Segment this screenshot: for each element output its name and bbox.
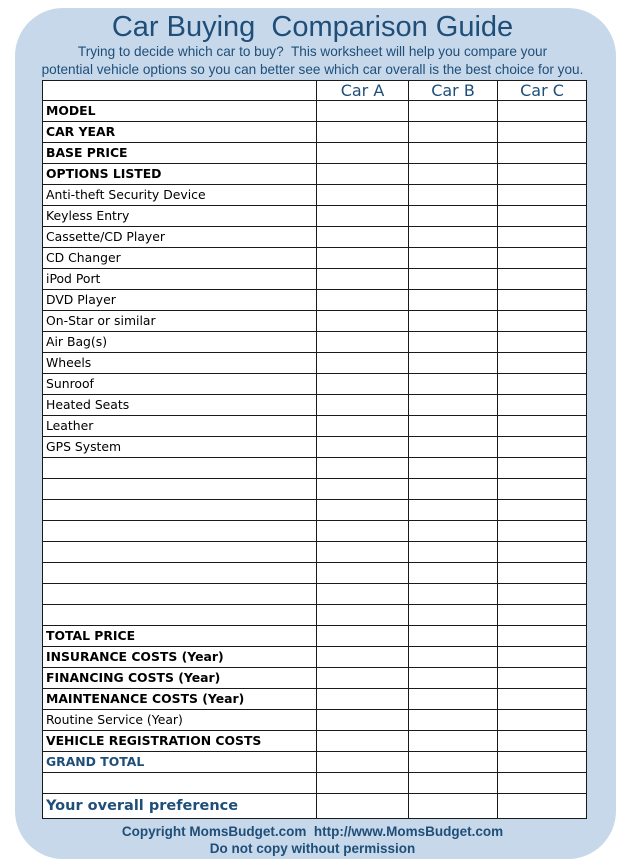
row-label-car-year: CAR YEAR xyxy=(43,122,317,143)
page-title: Car Buying Comparison Guide xyxy=(111,11,514,43)
value-cell-car-a[interactable] xyxy=(317,374,409,395)
value-cell-car-b[interactable] xyxy=(409,521,498,542)
row-label-dvd-player: DVD Player xyxy=(43,290,317,311)
value-cell-car-b[interactable] xyxy=(409,311,498,332)
value-cell-car-b[interactable] xyxy=(409,500,498,521)
value-cell-car-b[interactable] xyxy=(409,542,498,563)
value-cell-car-b[interactable] xyxy=(409,437,498,458)
table-row xyxy=(43,206,587,227)
value-cell-car-b[interactable] xyxy=(409,332,498,353)
table-row xyxy=(43,311,587,332)
row-label-wheels: Wheels xyxy=(43,353,317,374)
value-cell-car-a[interactable] xyxy=(317,395,409,416)
row-label-sunroof: Sunroof xyxy=(43,374,317,395)
value-cell-car-b[interactable] xyxy=(409,164,498,185)
value-cell-car-a[interactable] xyxy=(317,605,409,626)
table-row xyxy=(43,521,587,542)
value-cell-car-a[interactable] xyxy=(317,710,409,731)
value-cell-car-a[interactable] xyxy=(317,458,409,479)
table-row xyxy=(43,605,587,626)
value-cell-car-b[interactable] xyxy=(409,122,498,143)
value-cell-car-c[interactable] xyxy=(498,752,587,773)
value-cell-car-b[interactable] xyxy=(409,101,498,122)
row-label-blank xyxy=(43,458,317,479)
value-cell-car-a[interactable] xyxy=(317,689,409,710)
table-row xyxy=(43,122,587,143)
value-cell-car-c[interactable] xyxy=(498,605,587,626)
row-label-on-star-or-similar: On-Star or similar xyxy=(43,311,317,332)
value-cell-car-a[interactable] xyxy=(317,437,409,458)
value-cell-car-a[interactable] xyxy=(317,311,409,332)
value-cell-car-c[interactable] xyxy=(498,122,587,143)
value-cell-car-a[interactable] xyxy=(317,563,409,584)
value-cell-car-b[interactable] xyxy=(409,773,498,794)
value-cell-car-a[interactable] xyxy=(317,521,409,542)
value-cell-car-b[interactable] xyxy=(409,479,498,500)
value-cell-car-c[interactable] xyxy=(498,395,587,416)
value-cell-car-c[interactable] xyxy=(498,794,587,819)
row-label-heated-seats: Heated Seats xyxy=(43,395,317,416)
row-label-options-listed: OPTIONS LISTED xyxy=(43,164,317,185)
value-cell-car-c[interactable] xyxy=(498,353,587,374)
table-row xyxy=(43,626,587,647)
value-cell-car-c[interactable] xyxy=(498,416,587,437)
value-cell-car-c[interactable] xyxy=(498,290,587,311)
value-cell-car-c[interactable] xyxy=(498,542,587,563)
value-cell-car-c[interactable] xyxy=(498,437,587,458)
row-label-blank xyxy=(43,479,317,500)
value-cell-car-b[interactable] xyxy=(409,185,498,206)
table-row xyxy=(43,416,587,437)
value-cell-car-a[interactable] xyxy=(317,647,409,668)
subtitle-line-1: Trying to decide which car to buy? This worksheet will help you compare your xyxy=(77,44,548,59)
row-label-ipod-port: iPod Port xyxy=(43,269,317,290)
row-label-blank xyxy=(43,500,317,521)
column-header-car-a: Car A xyxy=(317,81,409,101)
value-cell-car-a[interactable] xyxy=(317,353,409,374)
value-cell-car-c[interactable] xyxy=(498,500,587,521)
table-row xyxy=(43,353,587,374)
value-cell-car-c[interactable] xyxy=(498,269,587,290)
value-cell-car-c[interactable] xyxy=(498,374,587,395)
value-cell-car-c[interactable] xyxy=(498,164,587,185)
value-cell-car-a[interactable] xyxy=(317,101,409,122)
row-label-financing-costs-year: FINANCING COSTS (Year) xyxy=(43,668,317,689)
value-cell-car-a[interactable] xyxy=(317,584,409,605)
table-row xyxy=(43,773,587,794)
row-label-blank xyxy=(43,605,317,626)
row-label-blank xyxy=(43,542,317,563)
value-cell-car-b[interactable] xyxy=(409,563,498,584)
comparison-table xyxy=(42,80,587,819)
value-cell-car-a[interactable] xyxy=(317,248,409,269)
row-label-cassette-cd-player: Cassette/CD Player xyxy=(43,227,317,248)
row-label-base-price: BASE PRICE xyxy=(43,143,317,164)
value-cell-car-a[interactable] xyxy=(317,143,409,164)
header-label-cell xyxy=(43,81,317,101)
value-cell-car-a[interactable] xyxy=(317,773,409,794)
value-cell-car-b[interactable] xyxy=(409,248,498,269)
table-row xyxy=(43,710,587,731)
value-cell-car-b[interactable] xyxy=(409,605,498,626)
table-row xyxy=(43,563,587,584)
value-cell-car-b[interactable] xyxy=(409,626,498,647)
table-row xyxy=(43,647,587,668)
table-row xyxy=(43,794,587,819)
value-cell-car-a[interactable] xyxy=(317,626,409,647)
table-row xyxy=(43,227,587,248)
table-row xyxy=(43,185,587,206)
value-cell-car-c[interactable] xyxy=(498,311,587,332)
row-label-total-price: TOTAL PRICE xyxy=(43,626,317,647)
subtitle-line-2: potential vehicle options so you can better see which car overall is the best choice for you. xyxy=(41,62,584,77)
value-cell-car-a[interactable] xyxy=(317,416,409,437)
value-cell-car-c[interactable] xyxy=(498,332,587,353)
value-cell-car-c[interactable] xyxy=(498,185,587,206)
value-cell-car-a[interactable] xyxy=(317,122,409,143)
table-row xyxy=(43,500,587,521)
row-label-blank xyxy=(43,584,317,605)
value-cell-car-a[interactable] xyxy=(317,500,409,521)
table-row xyxy=(43,752,587,773)
table-row xyxy=(43,374,587,395)
table-row xyxy=(43,731,587,752)
value-cell-car-b[interactable] xyxy=(409,710,498,731)
value-cell-car-b[interactable] xyxy=(409,290,498,311)
value-cell-car-b[interactable] xyxy=(409,374,498,395)
value-cell-car-a[interactable] xyxy=(317,227,409,248)
value-cell-car-a[interactable] xyxy=(317,731,409,752)
row-label-vehicle-registration-costs: VEHICLE REGISTRATION COSTS xyxy=(43,731,317,752)
value-cell-car-c[interactable] xyxy=(498,668,587,689)
value-cell-car-b[interactable] xyxy=(409,206,498,227)
value-cell-car-c[interactable] xyxy=(498,773,587,794)
value-cell-car-a[interactable] xyxy=(317,794,409,819)
row-label-routine-service-year: Routine Service (Year) xyxy=(43,710,317,731)
value-cell-car-c[interactable] xyxy=(498,101,587,122)
value-cell-car-b[interactable] xyxy=(409,143,498,164)
value-cell-car-b[interactable] xyxy=(409,395,498,416)
row-label-air-bag-s: Air Bag(s) xyxy=(43,332,317,353)
value-cell-car-b[interactable] xyxy=(409,227,498,248)
column-header-car-b: Car B xyxy=(409,81,498,101)
value-cell-car-a[interactable] xyxy=(317,290,409,311)
row-label-keyless-entry: Keyless Entry xyxy=(43,206,317,227)
row-label-maintenance-costs-year: MAINTENANCE COSTS (Year) xyxy=(43,689,317,710)
value-cell-car-a[interactable] xyxy=(317,752,409,773)
row-label-model: MODEL xyxy=(43,101,317,122)
value-cell-car-c[interactable] xyxy=(498,206,587,227)
row-label-anti-theft-security-device: Anti-theft Security Device xyxy=(43,185,317,206)
table-row xyxy=(43,395,587,416)
value-cell-car-c[interactable] xyxy=(498,227,587,248)
row-label-insurance-costs-year: INSURANCE COSTS (Year) xyxy=(43,647,317,668)
row-label-gps-system: GPS System xyxy=(43,437,317,458)
header-row xyxy=(43,81,587,101)
table-row xyxy=(43,290,587,311)
table-row xyxy=(43,101,587,122)
value-cell-car-b[interactable] xyxy=(409,731,498,752)
table-row xyxy=(43,458,587,479)
value-cell-car-b[interactable] xyxy=(409,584,498,605)
value-cell-car-a[interactable] xyxy=(317,668,409,689)
value-cell-car-c[interactable] xyxy=(498,521,587,542)
value-cell-car-b[interactable] xyxy=(409,668,498,689)
value-cell-car-c[interactable] xyxy=(498,731,587,752)
row-label-grand-total: GRAND TOTAL xyxy=(43,752,317,773)
value-cell-car-a[interactable] xyxy=(317,269,409,290)
table-row xyxy=(43,143,587,164)
row-label-leather: Leather xyxy=(43,416,317,437)
value-cell-car-a[interactable] xyxy=(317,206,409,227)
row-label-blank xyxy=(43,521,317,542)
table-row xyxy=(43,584,587,605)
value-cell-car-c[interactable] xyxy=(498,584,587,605)
value-cell-car-a[interactable] xyxy=(317,164,409,185)
permission-line: Do not copy without permission xyxy=(209,841,416,856)
value-cell-car-b[interactable] xyxy=(409,353,498,374)
value-cell-car-c[interactable] xyxy=(498,143,587,164)
table-row xyxy=(43,689,587,710)
value-cell-car-c[interactable] xyxy=(498,626,587,647)
table-row xyxy=(43,164,587,185)
value-cell-car-a[interactable] xyxy=(317,542,409,563)
row-label-cd-changer: CD Changer xyxy=(43,248,317,269)
value-cell-car-a[interactable] xyxy=(317,185,409,206)
value-cell-car-b[interactable] xyxy=(409,647,498,668)
row-label-blank xyxy=(43,563,317,584)
table-row xyxy=(43,332,587,353)
row-label-your-overall-preference: Your overall preference xyxy=(43,794,317,819)
value-cell-car-b[interactable] xyxy=(409,689,498,710)
value-cell-car-b[interactable] xyxy=(409,794,498,819)
value-cell-car-b[interactable] xyxy=(409,269,498,290)
table-row xyxy=(43,437,587,458)
value-cell-car-b[interactable] xyxy=(409,752,498,773)
value-cell-car-c[interactable] xyxy=(498,647,587,668)
value-cell-car-c[interactable] xyxy=(498,689,587,710)
value-cell-car-c[interactable] xyxy=(498,479,587,500)
copyright-line: Copyright MomsBudget.com http://www.MomsBudget.com xyxy=(121,824,504,839)
value-cell-car-c[interactable] xyxy=(498,710,587,731)
value-cell-car-c[interactable] xyxy=(498,248,587,269)
table-row xyxy=(43,542,587,563)
value-cell-car-b[interactable] xyxy=(409,458,498,479)
table-row xyxy=(43,668,587,689)
value-cell-car-c[interactable] xyxy=(498,563,587,584)
value-cell-car-b[interactable] xyxy=(409,416,498,437)
table-row xyxy=(43,269,587,290)
table-row xyxy=(43,479,587,500)
table-row xyxy=(43,248,587,269)
comparison-table-body xyxy=(43,81,587,819)
value-cell-car-a[interactable] xyxy=(317,479,409,500)
column-header-car-c: Car C xyxy=(498,81,587,101)
row-label-blank xyxy=(43,773,317,794)
value-cell-car-a[interactable] xyxy=(317,332,409,353)
value-cell-car-c[interactable] xyxy=(498,458,587,479)
